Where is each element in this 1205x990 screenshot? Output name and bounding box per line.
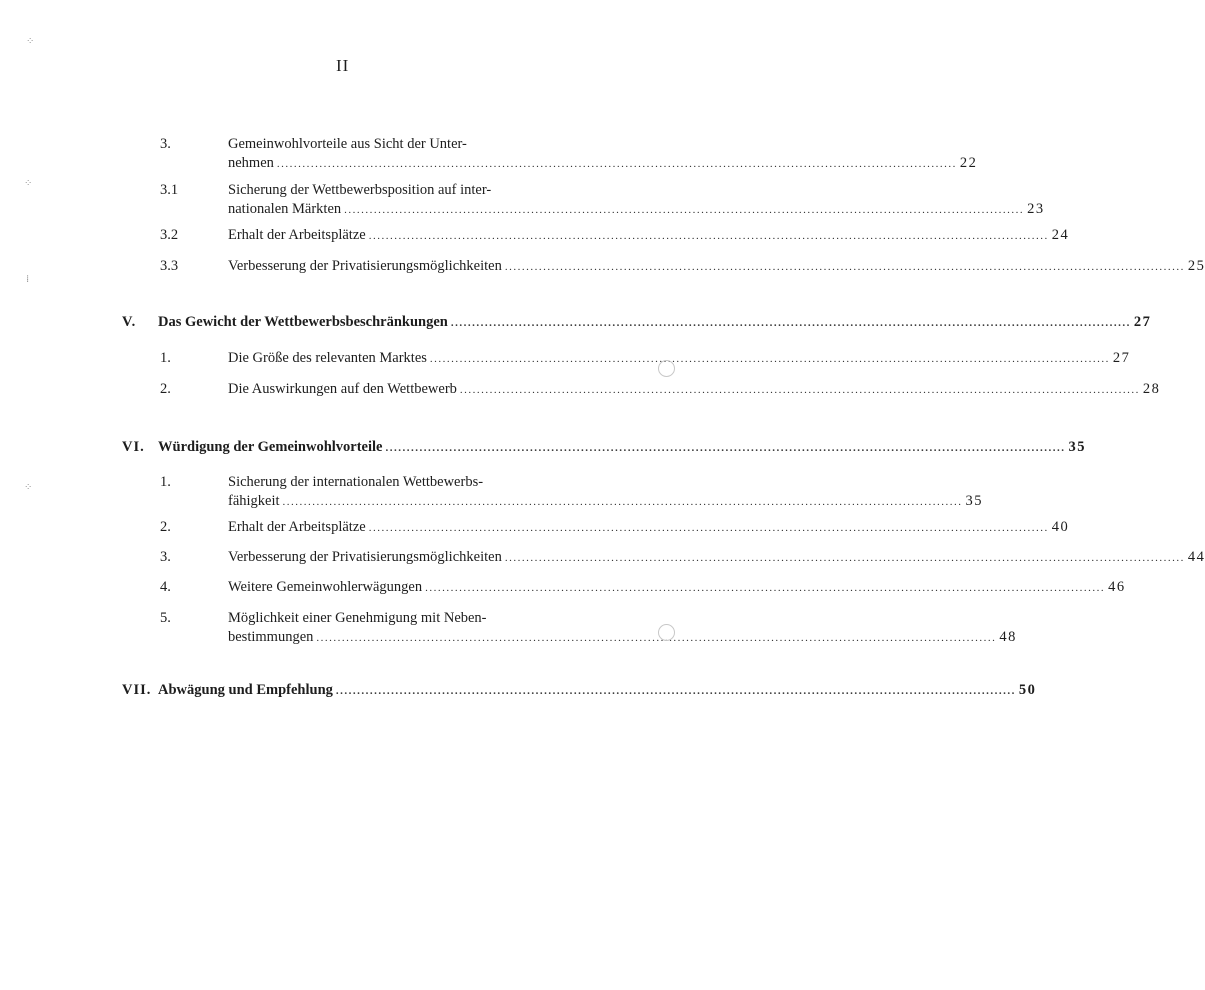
toc-entry-title: Sicherung der internationalen Wettbewerbs- [228,474,484,490]
toc-entry-title: Erhalt der Arbeitsplätze [228,227,366,243]
toc-entry-body [228,257,1205,277]
toc-entry-line [228,226,1070,246]
toc-entry-line [228,154,978,174]
dot-leader: ................................................................................................................................................................ [429,353,1110,365]
toc-entry-number: 4. [160,579,171,595]
toc-entry-line [158,438,1086,458]
toc-entry-body [158,438,1086,458]
toc-entry-line [158,313,1152,333]
toc-entry-line [228,578,1126,598]
toc-entry-title: Sicherung der Wettbewerbsposition auf inter- [228,182,492,198]
toc-entry-line [228,518,1070,538]
toc-entry-title: Die Auswirkungen auf den Wettbewerb [228,381,457,397]
dot-leader: ................................................................................................................................................................ [368,522,1049,534]
toc-entry-title: Verbesserung der Privatisierungsmöglichkeiten [228,549,502,565]
toc-entry-number: VI. [122,439,145,455]
toc-entry-title: Verbesserung der Privatisierungsmöglichkeiten [228,258,502,274]
toc-entry-number: VII. [122,682,152,698]
toc-entry-page: 25 [1187,258,1205,274]
toc-entry-number: 2. [160,519,171,535]
toc-entry-line [228,548,1205,568]
dot-leader: ................................................................................................................................................................ [385,442,1066,454]
toc-entry-number: 3. [160,136,171,152]
toc-entry-number: 1. [160,350,171,366]
toc-entry-number: 3.2 [160,227,179,243]
scan-speck: ⁘ [26,36,35,47]
toc-entry-title: nationalen Märkten [228,201,342,217]
toc-entry-body [228,578,1126,598]
toc-entry-number: 2. [160,381,171,397]
dot-leader: ................................................................................................................................................................ [368,230,1049,242]
toc-entry-number: 3. [160,549,171,565]
dot-leader: ................................................................................................................................................................ [504,261,1185,273]
toc-entry-body [158,313,1152,333]
toc-entry-body [228,548,1205,568]
toc-entry-page: 40 [1051,519,1070,535]
toc-entry-title: Würdigung der Gemeinwohlvorteile [158,439,383,455]
toc-entry-title: Erhalt der Arbeitsplätze [228,519,366,535]
toc-entry-page: 46 [1108,579,1126,595]
toc-entry-page: 28 [1142,381,1161,397]
toc-entry-line [228,473,577,492]
toc-entry-number: 3.1 [160,182,179,198]
toc-entry-line [228,257,1205,277]
punch-hole [658,360,675,377]
toc-entry-page: 23 [1027,201,1045,217]
toc-entry-number: 5. [160,610,171,626]
toc-entry-page: 22 [959,155,978,171]
scan-speck: ⁘ [24,178,33,189]
toc-entry-number: V. [122,314,137,330]
toc-entry-title: Möglichkeit einer Genehmigung mit Neben- [228,610,487,626]
toc-entry-line [158,681,1037,701]
toc-entry-title: Gemeinwohlvorteile aus Sicht der Unter- [228,136,467,152]
dot-leader: ................................................................................................................................................................ [344,204,1025,216]
toc-entry-body [228,609,1017,648]
toc-entry-page: 35 [965,493,984,509]
dot-leader: ................................................................................................................................................................ [335,685,1016,697]
toc-entry-body [228,518,1070,538]
toc-entry-title: bestimmungen [228,629,314,645]
dot-leader: ................................................................................................................................................................ [282,496,963,508]
scan-speck: ⁞ [26,274,30,285]
toc-entry-line [228,181,577,200]
toc-entry-page: 27 [1133,314,1152,330]
toc-entry-body [228,135,978,174]
dot-leader: ................................................................................................................................................................ [276,158,957,170]
dot-leader: ................................................................................................................................................................ [459,384,1140,396]
dot-leader: ................................................................................................................................................................ [504,552,1185,564]
toc-entry-page: 44 [1187,549,1205,565]
dot-leader: ................................................................................................................................................................ [450,317,1131,329]
toc-entry-number: 1. [160,474,171,490]
scan-speck: ⁘ [24,482,33,493]
toc-entry-line [228,492,984,512]
toc-entry-body [228,473,984,512]
toc-entry-page: 24 [1051,227,1070,243]
toc-entry-body [228,181,1045,220]
toc-entry-body [158,681,1037,701]
toc-entry-title: nehmen [228,155,274,171]
toc-entry-line [228,135,577,154]
toc-entry-title: Die Größe des relevanten Marktes [228,350,427,366]
toc-entry-body [228,380,1161,400]
toc-entry-line [228,609,577,628]
toc-entry-line [228,628,1017,648]
toc-entry-line [228,200,1045,220]
toc-entry-title: Das Gewicht der Wettbewerbsbeschränkungen [158,314,448,330]
toc-entry-page: 50 [1018,682,1037,698]
toc-entry-page: 27 [1112,350,1131,366]
toc-entry-page: 48 [999,629,1017,645]
toc-entry-line [228,349,1131,369]
page-number: II [336,56,350,75]
toc-entry-title: Weitere Gemeinwohlerwägungen [228,579,423,595]
dot-leader: ................................................................................................................................................................ [425,582,1106,594]
toc-entry-title: Abwägung und Empfehlung [158,682,333,698]
toc-entry-page: 35 [1068,439,1086,455]
punch-hole [658,624,675,641]
toc-entry-title: fähigkeit [228,493,280,509]
toc-entry-body [228,226,1070,246]
dot-leader: ................................................................................................................................................................ [316,632,997,644]
toc-entry-number: 3.3 [160,258,179,274]
toc-entry-line [228,380,1161,400]
toc-entry-body [228,349,1131,369]
